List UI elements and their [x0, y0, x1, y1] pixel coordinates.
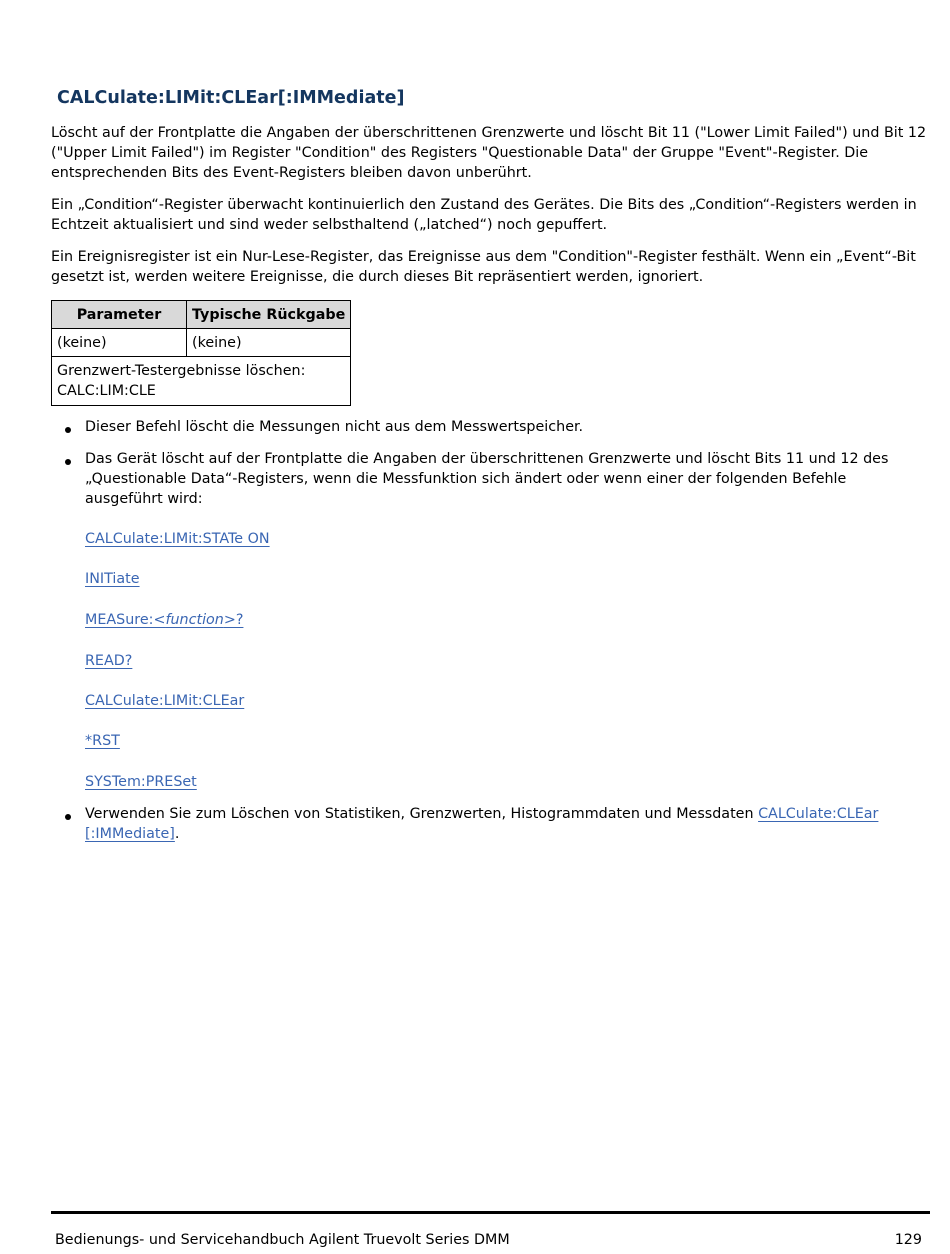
bullet-icon [65, 459, 71, 465]
parameter-table [51, 300, 351, 406]
link-system-preset[interactable]: SYSTem:PRESet [85, 774, 197, 790]
description-paragraph-2: Ein „Condition“-Register überwacht kontinuierlich den Zustand des Gerätes. Die Bits des „Condition“-Registers werden in Echtzeit aktualisiert und sind weder selbsthaltend („latched“) noch gepuffert. [51, 197, 917, 233]
note-bullet-3-end: . [174, 826, 180, 842]
bullet-icon [65, 427, 71, 433]
parameter-cell: (keine) [52, 329, 187, 357]
measure-function-placeholder: function [165, 612, 224, 628]
link-initiate[interactable]: INITiate [85, 571, 140, 587]
bullet-icon [65, 814, 71, 820]
note-bullet-3 [85, 804, 925, 844]
example-label: Grenzwert-Testergebnisse löschen: [57, 363, 306, 379]
measure-prefix: MEASure:< [85, 612, 166, 628]
link-read[interactable]: READ? [85, 653, 133, 669]
column-header-typical-return: Typische Rückgabe [187, 301, 351, 329]
command-heading: CALCulate:LIMit:CLEar[:IMMediate] [57, 88, 405, 108]
page-number: 129 [894, 1232, 922, 1248]
link-calculate-limit-state-on[interactable]: CALCulate:LIMit:STATe ON [85, 531, 270, 547]
link-calculate-limit-clear[interactable]: CALCulate:LIMit:CLEar [85, 693, 245, 709]
note-bullet-1: Dieser Befehl löscht die Messungen nicht aus dem Messwertspeicher. [85, 419, 584, 435]
column-header-parameter: Parameter [52, 301, 187, 329]
table-row [52, 329, 351, 357]
measure-suffix: >? [223, 612, 244, 628]
typical-return-cell: (keine) [187, 329, 351, 357]
note-bullet-3-text: Verwenden Sie zum Löschen von Statistiken, Grenzwerten, Histogrammdaten und Messdaten [85, 806, 759, 822]
link-measure-function[interactable] [85, 610, 243, 630]
example-command: CALC:LIM:CLE [57, 383, 156, 399]
table-header-row [52, 301, 351, 329]
example-cell [52, 357, 351, 406]
table-example-row [52, 357, 351, 406]
footer-divider [51, 1211, 930, 1214]
link-rst[interactable]: *RST [85, 733, 120, 749]
footer-title: Bedienungs- und Servicehandbuch Agilent Truevolt Series DMM [55, 1232, 510, 1248]
link-calculate-clear-immediate[interactable]: CALCulate:CLEar [:IMMediate] [85, 806, 879, 842]
description-paragraph-1: Löscht auf der Frontplatte die Angaben der überschrittenen Grenzwerte und löscht Bit 11 ("Lower Limit Failed") und Bit 12 ("Upper Limit Failed") im Register "Condition" des Registers "Questionable Data" der Gruppe "Event"-Register. Die entsprechenden Bits des Event-Registers bleiben davon unberührt. [51, 125, 927, 181]
description-paragraph-3: Ein Ereignisregister ist ein Nur-Lese-Register, das Ereignisse aus dem "Condition"-Register festhält. Wenn ein „Event“-Bit gesetzt ist, werden weitere Ereignisse, die durch dieses Bit repräsentiert werden, ignoriert. [51, 249, 916, 285]
note-bullet-2: Das Gerät löscht auf der Frontplatte die Angaben der überschrittenen Grenzwerte und löscht Bits 11 und 12 des „Questionable Data“-Registers, wenn die Messfunktion sich ändert oder wenn einer der folgenden Befehle ausgeführt wird: [85, 451, 889, 507]
